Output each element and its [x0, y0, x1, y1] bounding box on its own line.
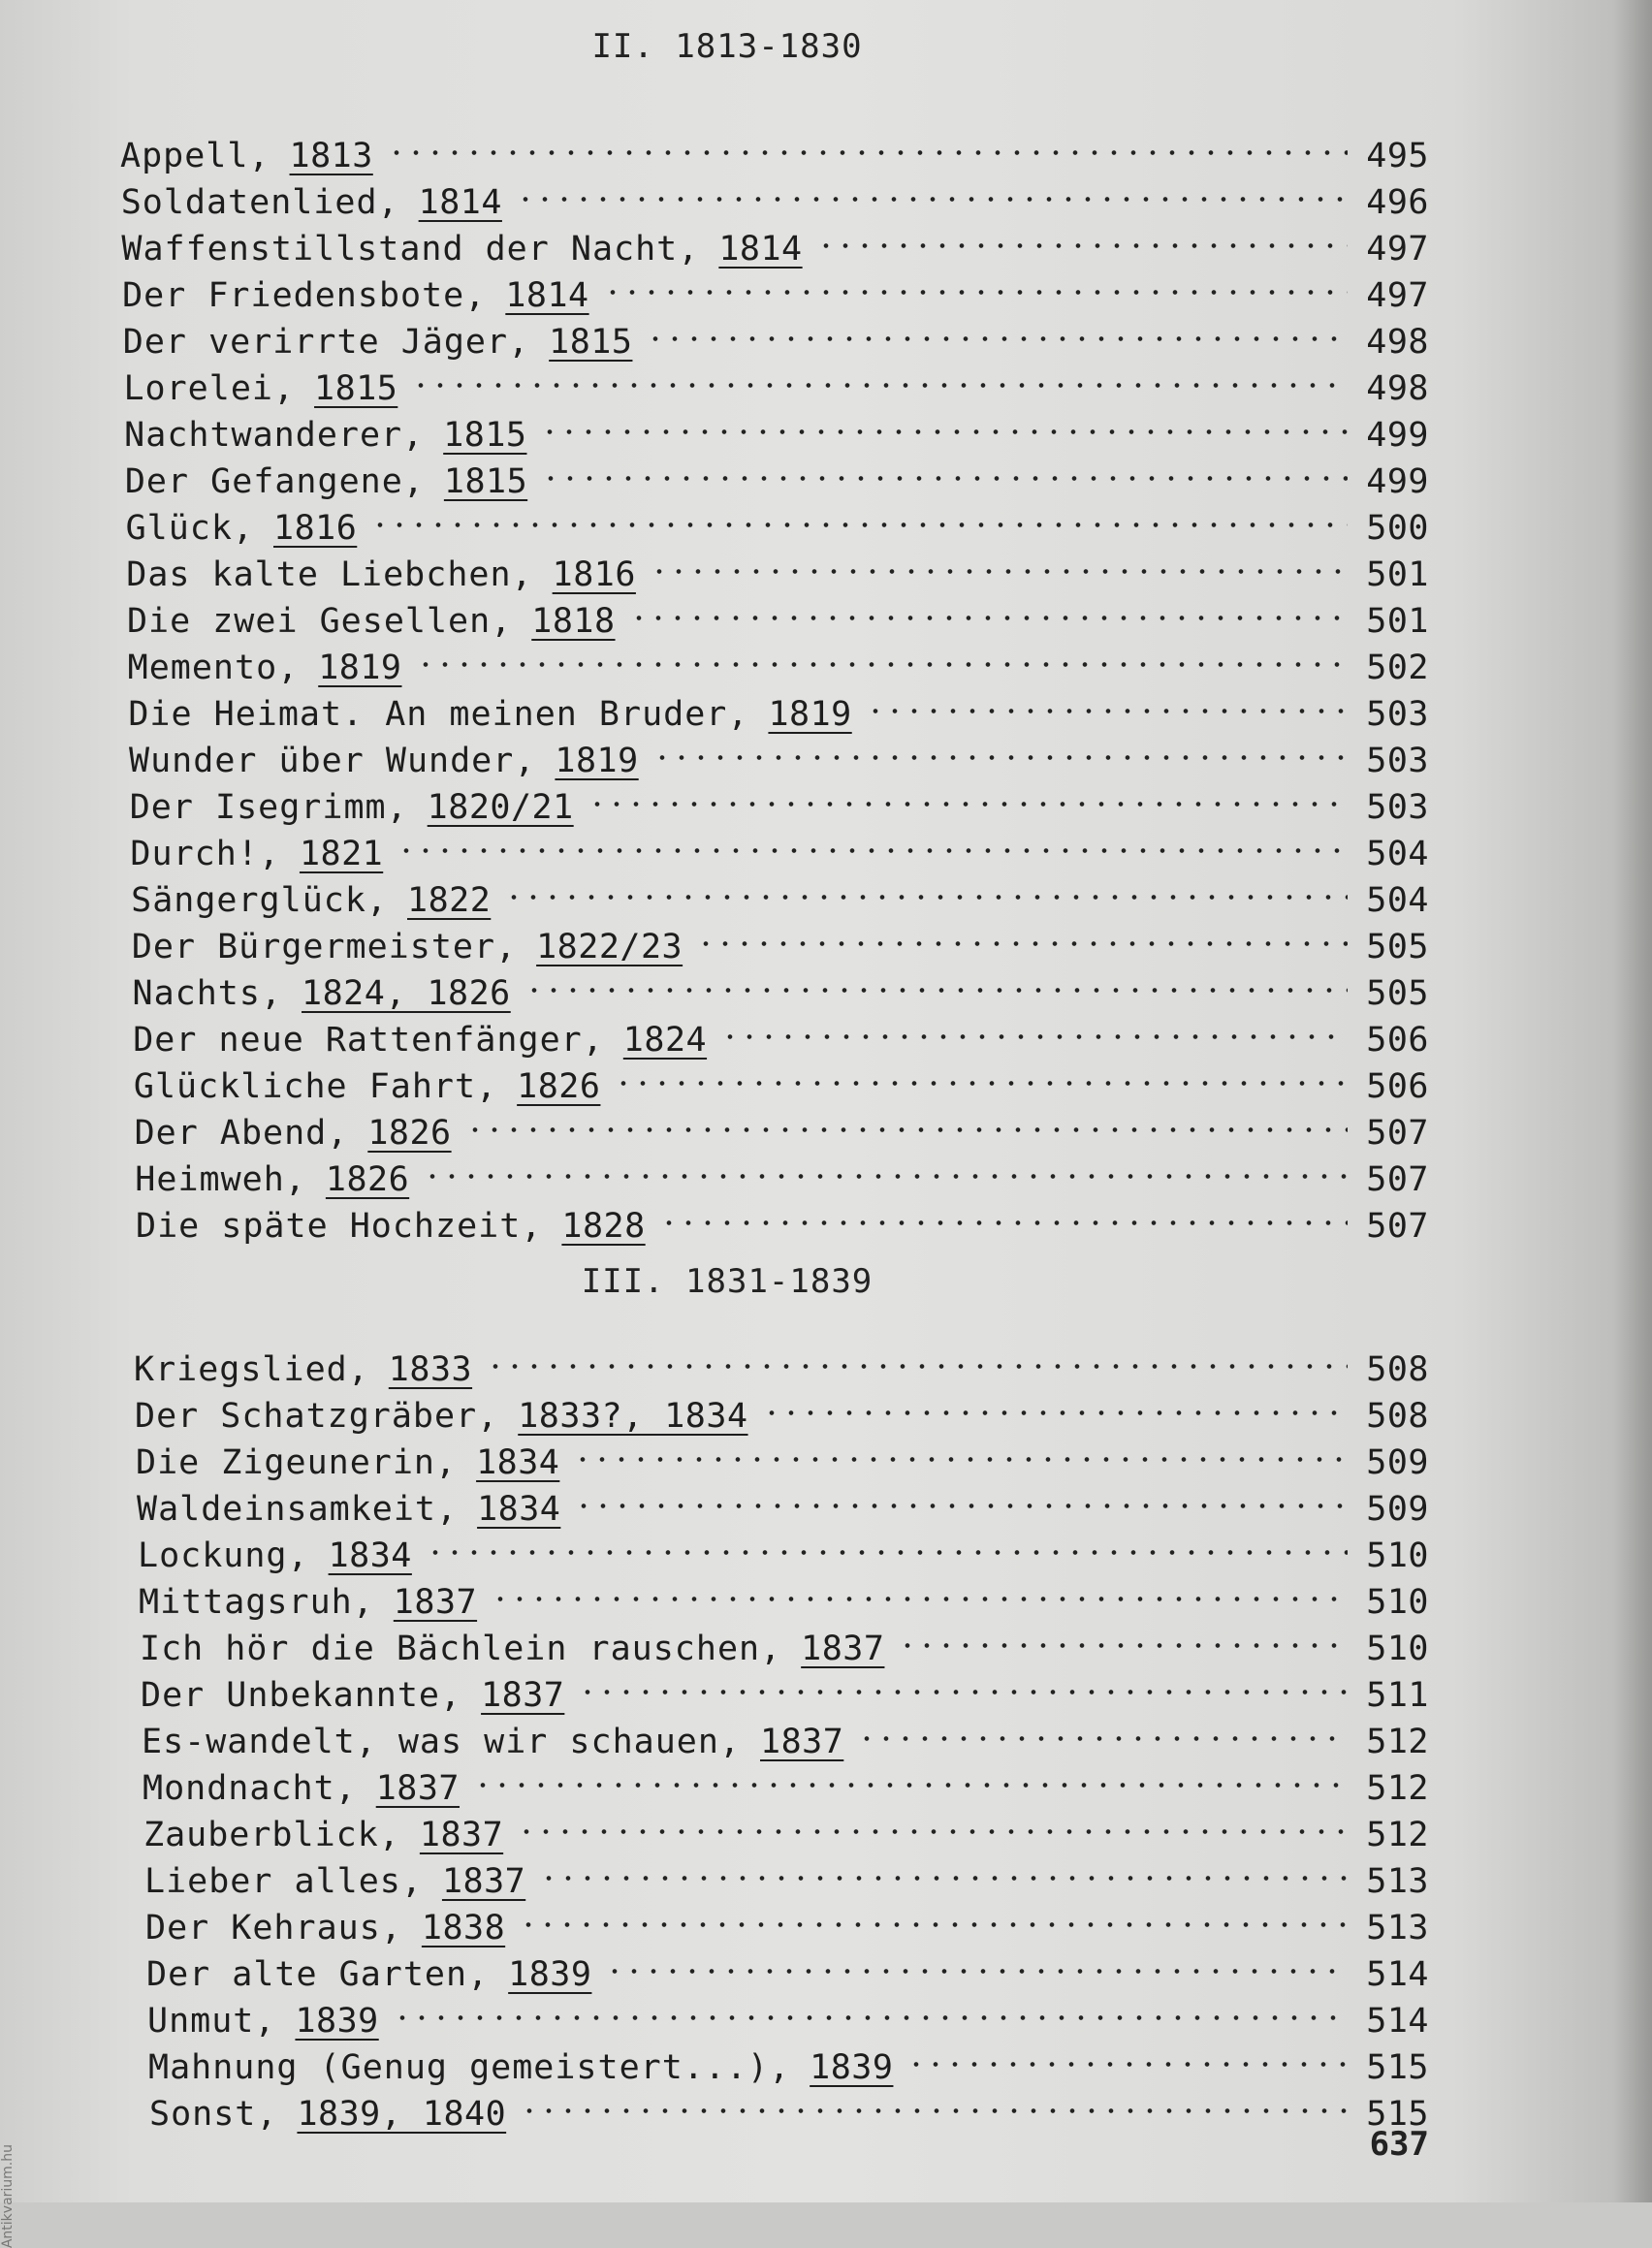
entry-years: 1834 [476, 1443, 560, 1482]
toc-entry [131, 911, 1429, 966]
toc-entry [137, 1473, 1429, 1529]
entry-page-number: 515 [1366, 2095, 1429, 2134]
watermark: Antikvarium.hu [0, 2144, 16, 2248]
entry-title: Mahnung (Genug gemeistert...), [148, 2048, 791, 2087]
dot-leader [652, 725, 1348, 772]
entry-years: 1837 [760, 1723, 844, 1761]
toc-entry [122, 306, 1429, 362]
entry-years: 1838 [421, 1909, 506, 1947]
entry-years: 1837 [801, 1630, 885, 1668]
entry-page-number: 497 [1366, 230, 1429, 269]
toc-entry [120, 120, 1429, 175]
entry-title: Der verirrte Jäger, [122, 323, 530, 362]
dot-leader [696, 911, 1348, 958]
entry-years: 1814 [718, 230, 803, 269]
entry-page-number: 503 [1366, 788, 1429, 827]
entry-title: Sängerglück, [131, 881, 388, 920]
entry-years: 1815 [443, 416, 527, 455]
toc-entry [149, 2078, 1429, 2134]
toc-entry [143, 1799, 1429, 1854]
entry-years: 1834 [328, 1536, 412, 1575]
dot-leader [866, 679, 1348, 725]
dot-leader [541, 446, 1348, 492]
entry-title: Glückliche Fahrt, [133, 1067, 498, 1106]
entry-years: 1815 [443, 462, 528, 501]
entry-years: 1837 [375, 1769, 461, 1808]
entry-years: 1834 [477, 1490, 561, 1529]
entry-years: 1816 [273, 509, 358, 548]
toc-entry [134, 1097, 1429, 1153]
entry-title: Die Heimat. An meinen Bruder, [128, 695, 749, 734]
entry-title: Ich hör die Bächlein rauschen, [140, 1630, 782, 1668]
entry-years: 1839 [810, 2048, 894, 2087]
entry-years: 1833 [388, 1350, 473, 1389]
dot-leader [519, 1892, 1348, 1939]
toc-entry [135, 1144, 1429, 1199]
entry-title: Der Abend, [134, 1114, 349, 1153]
dot-leader [486, 1334, 1348, 1380]
entry-title: Waffenstillstand der Nacht, [121, 230, 700, 269]
entry-title: Es-wandelt, was wir schauen, [142, 1723, 742, 1761]
entry-page-number: 508 [1366, 1350, 1429, 1389]
toc-entry [142, 1706, 1429, 1761]
toc-entry [133, 1004, 1429, 1060]
dot-leader [416, 632, 1348, 679]
entry-title: Wunder über Wunder, [129, 742, 536, 780]
entry-years: 1815 [549, 323, 633, 362]
dot-leader [491, 1567, 1348, 1613]
entry-page-number: 512 [1366, 1816, 1429, 1854]
toc-entry [124, 446, 1429, 501]
toc-entry [121, 213, 1429, 269]
entry-years: 1822 [407, 881, 492, 920]
toc-entry [120, 167, 1429, 222]
entry-page-number: 503 [1366, 695, 1429, 734]
entry-title: Der Schatzgräber, [135, 1397, 499, 1436]
entry-years: 1814 [418, 183, 502, 222]
page-number: 637 [1369, 2125, 1429, 2164]
entry-page-number: 507 [1366, 1207, 1429, 1246]
entry-title: Mondnacht, [143, 1769, 357, 1808]
toc-entry [129, 725, 1429, 780]
entry-page-number: 505 [1366, 928, 1429, 966]
entry-page-number: 512 [1366, 1723, 1429, 1761]
entry-title: Der Friedensbote, [122, 276, 487, 315]
entry-title: Der Gefangene, [124, 462, 425, 501]
entry-title: Unmut, [147, 2002, 276, 2041]
entry-page-number: 507 [1366, 1160, 1429, 1199]
toc-entry [136, 1427, 1429, 1482]
entry-page-number: 513 [1366, 1909, 1429, 1947]
entry-years: 1824 [622, 1021, 708, 1060]
entry-title: Das kalte Liebchen, [126, 555, 533, 594]
entry-years: 1819 [768, 695, 852, 734]
entry-title: Soldatenlied, [120, 183, 399, 222]
entry-page-number: 495 [1366, 137, 1429, 175]
entry-years: 1826 [325, 1160, 410, 1199]
dot-leader [516, 167, 1348, 213]
entry-page-number: 510 [1366, 1536, 1429, 1575]
entry-title: Durch!, [130, 835, 280, 873]
toc-entry [131, 865, 1429, 920]
entry-years: 1839, 1840 [297, 2095, 507, 2134]
entry-years: 1837 [481, 1676, 565, 1715]
entry-page-number: 502 [1366, 649, 1429, 687]
entry-years: 1822/23 [536, 928, 683, 966]
dot-leader [578, 1660, 1348, 1706]
dot-leader [520, 2078, 1348, 2125]
entry-title: Nachts, [132, 974, 283, 1013]
entry-title: Der neue Rattenfänger, [133, 1021, 604, 1060]
entry-title: Der Kehraus, [145, 1909, 402, 1947]
dot-leader [614, 1051, 1348, 1097]
dot-leader [370, 492, 1348, 539]
entry-page-number: 506 [1366, 1067, 1429, 1106]
dot-leader [393, 1985, 1348, 2032]
entry-title: Die Zigeunerin, [136, 1443, 458, 1482]
toc-entry [124, 399, 1429, 455]
toc-entry [135, 1380, 1429, 1436]
dot-leader [539, 1846, 1348, 1892]
toc-entry [126, 539, 1429, 594]
entry-page-number: 515 [1366, 2048, 1429, 2087]
entry-years: 1819 [555, 742, 639, 780]
toc-entry [129, 772, 1429, 827]
dot-leader [574, 1473, 1348, 1520]
dot-leader [397, 818, 1348, 865]
entry-years: 1837 [441, 1862, 526, 1901]
entry-years: 1815 [314, 369, 398, 408]
entry-page-number: 498 [1366, 369, 1429, 408]
entry-years: 1819 [318, 649, 402, 687]
entry-title: Heimweh, [135, 1160, 306, 1199]
toc-entry [134, 1334, 1429, 1389]
toc-entry [147, 1985, 1429, 2041]
entry-title: Lorelei, [123, 369, 296, 408]
toc-entry [141, 1660, 1429, 1715]
entry-page-number: 504 [1366, 835, 1429, 873]
dot-leader [524, 958, 1348, 1004]
dot-leader [762, 1380, 1348, 1427]
entry-title: Der Isegrimm, [129, 788, 408, 827]
entry-title: Sonst, [149, 2095, 278, 2134]
dot-leader [387, 120, 1348, 167]
entry-title: Memento, [127, 649, 300, 687]
entry-years: 1824, 1826 [302, 974, 511, 1013]
toc-entry [130, 818, 1429, 873]
toc-entry [138, 1520, 1429, 1575]
entry-title: Mittagsruh, [139, 1583, 374, 1622]
entry-page-number: 508 [1366, 1397, 1429, 1436]
toc-entry [148, 2032, 1429, 2087]
entry-page-number: 501 [1366, 555, 1429, 594]
dot-leader [605, 1939, 1348, 1985]
toc-entry [140, 1613, 1429, 1668]
entry-title: Lockung, [138, 1536, 309, 1575]
entry-page-number: 504 [1366, 881, 1429, 920]
dot-leader [906, 2032, 1348, 2078]
entry-title: Der alte Garten, [146, 1955, 490, 1994]
entry-page-number: 505 [1366, 974, 1429, 1013]
entry-page-number: 514 [1366, 1955, 1429, 1994]
toc-entry [125, 492, 1429, 548]
dot-leader [720, 1004, 1348, 1051]
dot-leader [465, 1097, 1348, 1144]
dot-leader [540, 399, 1348, 446]
entry-years: 1839 [295, 2002, 379, 2041]
section-heading-1: II. 1813-1830 [591, 27, 863, 66]
dot-leader [573, 1427, 1348, 1473]
dot-leader [426, 1520, 1348, 1567]
toc-entry [127, 632, 1429, 687]
entry-title: Kriegslied, [134, 1350, 369, 1389]
entry-title: Die zwei Gesellen, [126, 602, 513, 641]
dot-leader [816, 213, 1348, 260]
entry-title: Der Bürgermeister, [131, 928, 518, 966]
dot-leader [646, 306, 1348, 353]
entry-title: Appell, [120, 137, 270, 175]
entry-years: 1820/21 [427, 788, 574, 827]
dot-leader [659, 1190, 1348, 1237]
toc-entry [122, 260, 1429, 315]
entry-years: 1821 [299, 835, 384, 873]
entry-years: 1813 [289, 137, 373, 175]
entry-years: 1818 [531, 602, 616, 641]
page-edge-shadow [1613, 0, 1652, 2202]
entry-page-number: 510 [1366, 1630, 1429, 1668]
toc-entry [139, 1567, 1429, 1622]
entry-title: Nachtwanderer, [124, 416, 425, 455]
entry-years: 1833?, 1834 [518, 1397, 748, 1436]
entry-title: Lieber alles, [144, 1862, 423, 1901]
toc-entry [132, 958, 1429, 1013]
dot-leader [650, 539, 1348, 586]
toc-entry [133, 1051, 1429, 1106]
entry-page-number: 509 [1366, 1490, 1429, 1529]
entry-years: 1837 [393, 1583, 478, 1622]
toc-entry [144, 1846, 1429, 1901]
entry-page-number: 507 [1366, 1114, 1429, 1153]
entry-title: Zauberblick, [143, 1816, 400, 1854]
section-heading-2: III. 1831-1839 [581, 1262, 874, 1301]
toc-entry [123, 353, 1429, 408]
entry-years: 1826 [517, 1067, 601, 1106]
entry-page-number: 496 [1366, 183, 1429, 222]
entry-title: Die späte Hochzeit, [136, 1207, 543, 1246]
dot-leader [898, 1613, 1348, 1660]
entry-page-number: 497 [1366, 276, 1429, 315]
entry-page-number: 509 [1366, 1443, 1429, 1482]
entry-page-number: 506 [1366, 1021, 1429, 1060]
entry-title: Waldeinsamkeit, [137, 1490, 459, 1529]
entry-page-number: 511 [1366, 1676, 1429, 1715]
entry-page-number: 503 [1366, 742, 1429, 780]
entry-page-number: 501 [1366, 602, 1429, 641]
toc-entry [136, 1190, 1429, 1246]
entry-years: 1826 [367, 1114, 452, 1153]
entry-page-number: 510 [1366, 1583, 1429, 1622]
entry-years: 1837 [419, 1816, 504, 1854]
entry-years: 1814 [505, 276, 589, 315]
toc-entry [145, 1892, 1429, 1947]
dot-leader [603, 260, 1348, 306]
entry-page-number: 514 [1366, 2002, 1429, 2041]
dot-leader [423, 1144, 1348, 1190]
entry-page-number: 498 [1366, 323, 1429, 362]
dot-leader [517, 1799, 1348, 1846]
toc-entry [143, 1753, 1429, 1808]
entry-years: 1816 [552, 555, 636, 594]
dot-leader [857, 1706, 1348, 1753]
dot-leader [504, 865, 1348, 911]
entry-years: 1839 [508, 1955, 592, 1994]
entry-page-number: 499 [1366, 462, 1429, 501]
entry-page-number: 513 [1366, 1862, 1429, 1901]
entry-title: Glück, [125, 509, 254, 548]
toc-entry [146, 1939, 1429, 1994]
toc-entry [126, 586, 1429, 641]
dot-leader [588, 772, 1348, 818]
entry-years: 1828 [561, 1207, 646, 1246]
entry-page-number: 500 [1366, 509, 1429, 548]
dot-leader [629, 586, 1348, 632]
entry-page-number: 499 [1366, 416, 1429, 455]
entry-title: Der Unbekannte, [141, 1676, 462, 1715]
toc-entry [128, 679, 1429, 734]
dot-leader [473, 1753, 1348, 1799]
entry-page-number: 512 [1366, 1769, 1429, 1808]
dot-leader [411, 353, 1348, 399]
